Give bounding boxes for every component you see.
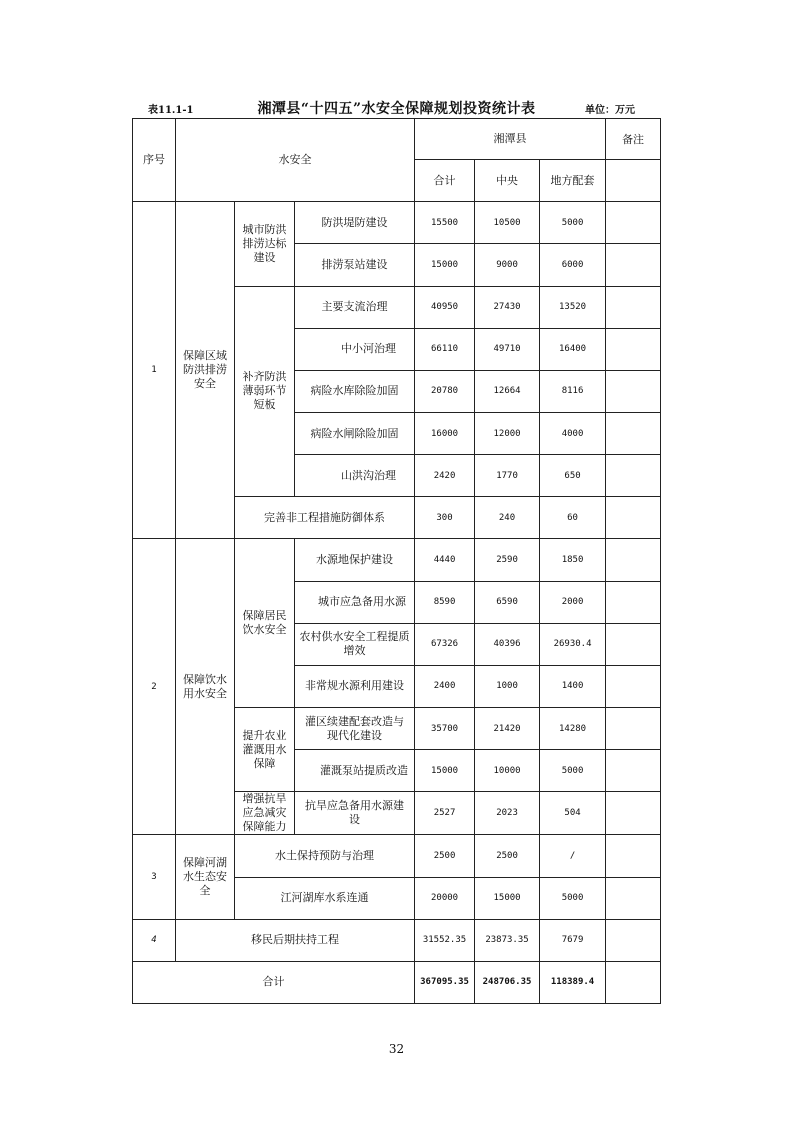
table-row bbox=[133, 539, 661, 581]
group-seq: 3 bbox=[133, 835, 176, 919]
item-total: 15500 bbox=[415, 202, 475, 244]
item-name: 农村供水安全工程提质增效 bbox=[295, 623, 415, 665]
remark-cell bbox=[606, 370, 661, 412]
header-central: 中央 bbox=[475, 160, 540, 202]
item-local: 60 bbox=[540, 497, 606, 539]
item-name: 水土保持预防与治理 bbox=[235, 835, 415, 877]
remark-cell bbox=[606, 877, 661, 919]
item-total: 2527 bbox=[415, 792, 475, 835]
remark-cell bbox=[606, 792, 661, 835]
item-name: 城市应急备用水源 bbox=[295, 581, 415, 623]
group-name: 保障饮水用水安全 bbox=[176, 539, 235, 835]
item-local: 13520 bbox=[540, 286, 606, 328]
item-central: 10000 bbox=[475, 750, 540, 792]
item-name: 主要支流治理 bbox=[295, 286, 415, 328]
item-central: 2023 bbox=[475, 792, 540, 835]
item-total: 16000 bbox=[415, 412, 475, 454]
subgroup-name: 保障居民饮水安全 bbox=[235, 539, 295, 708]
item-total: 2420 bbox=[415, 455, 475, 497]
remark-cell bbox=[606, 707, 661, 749]
group-seq: 2 bbox=[133, 539, 176, 835]
remark-cell bbox=[606, 160, 661, 202]
table-number: 表11.1-1 bbox=[148, 105, 194, 116]
item-local: 650 bbox=[540, 455, 606, 497]
item-total: 20000 bbox=[415, 877, 475, 919]
header-category: 水安全 bbox=[176, 119, 415, 202]
item-total: 20780 bbox=[415, 370, 475, 412]
item-local: 8116 bbox=[540, 370, 606, 412]
grand-total-local: 118389.4 bbox=[540, 961, 606, 1003]
item-local: 26930.4 bbox=[540, 623, 606, 665]
remark-cell bbox=[606, 412, 661, 454]
item-central: 27430 bbox=[475, 286, 540, 328]
remark-cell bbox=[606, 244, 661, 286]
item-total: 2400 bbox=[415, 665, 475, 707]
item-name: 病险水闸除险加固 bbox=[295, 412, 415, 454]
item-central: 23873.35 bbox=[475, 919, 540, 961]
grand-total-row bbox=[133, 961, 661, 1003]
item-local: 504 bbox=[540, 792, 606, 835]
group-name: 保障河湖水生态安全 bbox=[176, 835, 235, 919]
item-name: 病险水库除险加固 bbox=[295, 370, 415, 412]
item-total: 40950 bbox=[415, 286, 475, 328]
item-central: 40396 bbox=[475, 623, 540, 665]
grand-total-total: 367095.35 bbox=[415, 961, 475, 1003]
table-row bbox=[133, 919, 661, 961]
header-local: 地方配套 bbox=[540, 160, 606, 202]
remark-cell bbox=[606, 328, 661, 370]
remark-cell bbox=[606, 623, 661, 665]
table-title: 湘潭县“十四五”水安全保障规划投资统计表 bbox=[257, 101, 536, 117]
item-total: 15000 bbox=[415, 244, 475, 286]
item-name: 中小河治理 bbox=[295, 328, 415, 370]
item-name: 江河湖库水系连通 bbox=[235, 877, 415, 919]
item-central: 1770 bbox=[475, 455, 540, 497]
item-name: 非常规水源利用建设 bbox=[295, 665, 415, 707]
item-name: 完善非工程措施防御体系 bbox=[235, 497, 415, 539]
group-name: 移民后期扶持工程 bbox=[176, 919, 415, 961]
subgroup-name: 城市防洪排涝达标建设 bbox=[235, 202, 295, 286]
remark-cell bbox=[606, 286, 661, 328]
item-name: 抗旱应急备用水源建设 bbox=[295, 792, 415, 835]
subgroup-name: 增强抗旱应急减灾保障能力 bbox=[235, 792, 295, 835]
item-local: 4000 bbox=[540, 412, 606, 454]
remark-cell bbox=[606, 539, 661, 581]
header-remark: 备注 bbox=[606, 119, 661, 160]
header-total: 合计 bbox=[415, 160, 475, 202]
remark-cell bbox=[606, 835, 661, 877]
item-central: 2590 bbox=[475, 539, 540, 581]
item-local: 2000 bbox=[540, 581, 606, 623]
item-central: 240 bbox=[475, 497, 540, 539]
item-local: 1850 bbox=[540, 539, 606, 581]
remark-cell bbox=[606, 497, 661, 539]
table-row bbox=[133, 202, 661, 244]
subgroup-name: 提升农业灌溉用水保障 bbox=[235, 707, 295, 791]
item-local: 6000 bbox=[540, 244, 606, 286]
remark-cell bbox=[606, 202, 661, 244]
item-name: 灌溉泵站提质改造 bbox=[295, 750, 415, 792]
item-total: 300 bbox=[415, 497, 475, 539]
item-total: 2500 bbox=[415, 835, 475, 877]
item-total: 8590 bbox=[415, 581, 475, 623]
remark-cell bbox=[606, 665, 661, 707]
item-central: 12000 bbox=[475, 412, 540, 454]
item-central: 1000 bbox=[475, 665, 540, 707]
subgroup-name: 补齐防洪薄弱环节短板 bbox=[235, 286, 295, 497]
item-local: 14280 bbox=[540, 707, 606, 749]
item-name: 防洪堤防建设 bbox=[295, 202, 415, 244]
grand-total-central: 248706.35 bbox=[475, 961, 540, 1003]
header-county: 湘潭县 bbox=[415, 119, 606, 160]
item-local: 1400 bbox=[540, 665, 606, 707]
item-name: 山洪沟治理 bbox=[295, 455, 415, 497]
item-central: 12664 bbox=[475, 370, 540, 412]
investment-table bbox=[132, 118, 661, 1004]
unit-label: 单位：万元 bbox=[585, 105, 635, 116]
item-central: 21420 bbox=[475, 707, 540, 749]
item-central: 49710 bbox=[475, 328, 540, 370]
item-total: 66110 bbox=[415, 328, 475, 370]
item-local: 5000 bbox=[540, 750, 606, 792]
group-seq: 1 bbox=[133, 202, 176, 539]
group-name: 保障区域防洪排涝安全 bbox=[176, 202, 235, 539]
item-central: 9000 bbox=[475, 244, 540, 286]
item-central: 15000 bbox=[475, 877, 540, 919]
header-row-1 bbox=[133, 119, 661, 160]
item-total: 4440 bbox=[415, 539, 475, 581]
item-local: 16400 bbox=[540, 328, 606, 370]
item-local: 5000 bbox=[540, 877, 606, 919]
item-total: 31552.35 bbox=[415, 919, 475, 961]
item-name: 排涝泵站建设 bbox=[295, 244, 415, 286]
remark-cell bbox=[606, 581, 661, 623]
header-seq: 序号 bbox=[133, 119, 176, 202]
item-central: 2500 bbox=[475, 835, 540, 877]
group-seq: 4 bbox=[133, 919, 176, 961]
page-number: 32 bbox=[388, 1042, 405, 1056]
item-total: 35700 bbox=[415, 707, 475, 749]
item-local: 5000 bbox=[540, 202, 606, 244]
item-central: 10500 bbox=[475, 202, 540, 244]
table-row bbox=[133, 835, 661, 877]
item-name: 水源地保护建设 bbox=[295, 539, 415, 581]
item-name: 灌区续建配套改造与现代化建设 bbox=[295, 707, 415, 749]
remark-cell bbox=[606, 750, 661, 792]
remark-cell bbox=[606, 961, 661, 1003]
item-local: / bbox=[540, 835, 606, 877]
item-total: 15000 bbox=[415, 750, 475, 792]
item-central: 6590 bbox=[475, 581, 540, 623]
grand-total-label: 合计 bbox=[133, 961, 415, 1003]
item-local: 7679 bbox=[540, 919, 606, 961]
remark-cell bbox=[606, 919, 661, 961]
remark-cell bbox=[606, 455, 661, 497]
item-total: 67326 bbox=[415, 623, 475, 665]
